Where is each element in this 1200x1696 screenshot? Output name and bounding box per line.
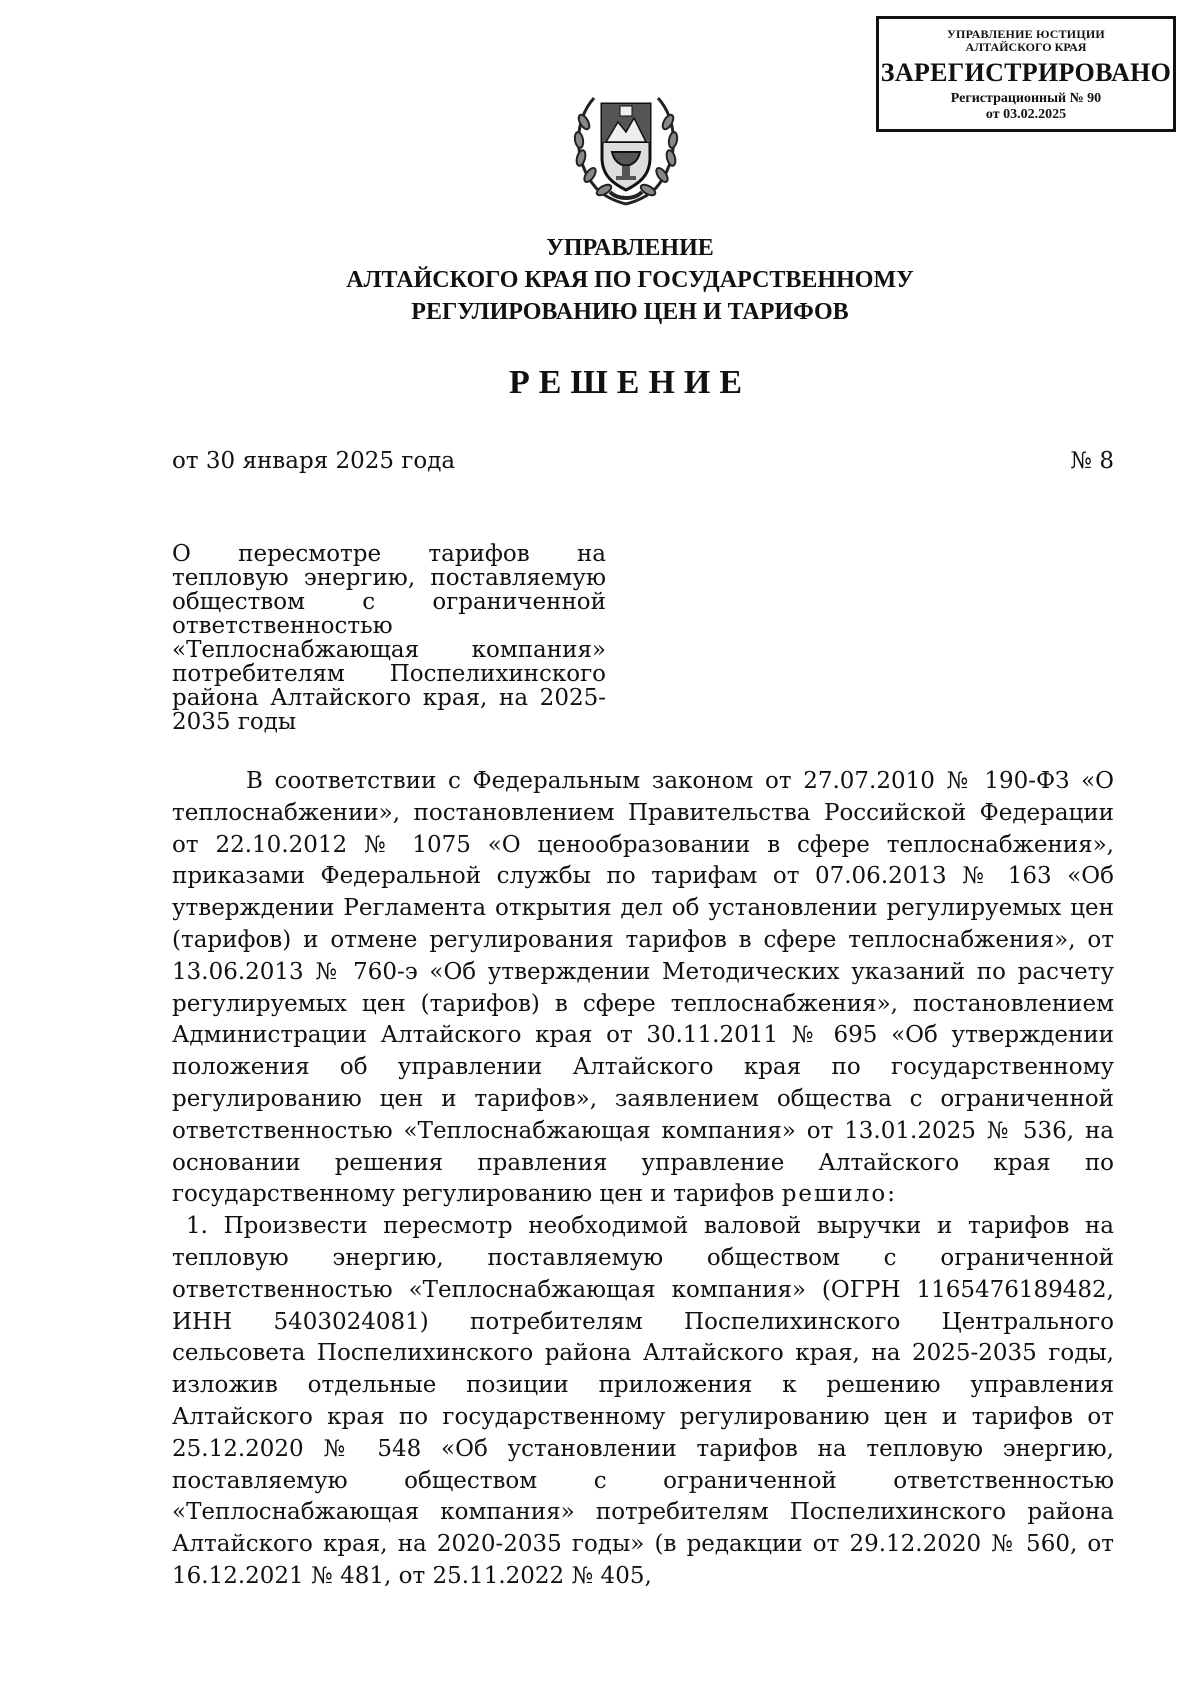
issuing-authority [200,232,1060,328]
document-number: № 8 [1070,448,1114,474]
stamp-reg-date: от 03.02.2025 [985,107,1067,122]
preamble-paragraph [172,766,1114,1211]
authority-line-2: АЛТАЙСКОГО КРАЯ ПО ГОСУДАРСТВЕННОМУ [346,267,914,293]
item-1-paragraph: 1. Произвести пересмотр необходимой валовой выручки и тарифов на тепловую энергию, поставляемую обществом с ограниченной ответственностью «Теплоснабжающая компания» (ОГРН 1165476189482, ИНН 5403024081) потребителям Поспелихинского Центрального сельсовета Поспелихинского района Алтайского края, на 2025-2035 годы, изложив отдельные позиции приложения к решению управления Алтайского края по государственному регулированию цен и тарифов от 25.12.2020 № 548 «Об установлении тарифов на тепловую энергию, поставляемую обществом с ограниченной ответственностью «Теплоснабжающая компания» потребителям Поспелихинского района Алтайского края, на 2020-2035 годы» (в редакции от 29.12.2020 № 560, от 16.12.2021 № 481, от 25.11.2022 № 405, [172,1213,1114,1589]
authority-line-1: УПРАВЛЕНИЕ [546,235,714,261]
stamp-reg-number: Регистрационный № 90 [950,91,1102,106]
document-subject: О пересмотре тарифов на тепловую энергию, поставляемую обществом с ограниченной ответственностью «Теплоснабжающая компания» потребителям Поспелихинского района Алтайского края, на 2025-2035 годы [172,541,606,735]
stamp-line-1: УПРАВЛЕНИЕ ЮСТИЦИИ [947,27,1105,41]
registration-stamp [876,16,1176,132]
decision-word: решило: [781,1181,897,1208]
document-body [172,766,1114,1593]
document-type: РЕШЕНИЕ [508,364,752,401]
stamp-line-2: АЛТАЙСКОГО КРАЯ [965,40,1087,54]
coat-of-arms-icon [566,80,686,208]
document-date: от 30 января 2025 года [172,448,456,474]
authority-line-3: РЕГУЛИРОВАНИЮ ЦЕН И ТАРИФОВ [411,299,849,325]
stamp-registered: ЗАРЕГИСТРИРОВАНО [880,58,1172,87]
preamble-text: В соответствии с Федеральным законом от 27.07.2010 № 190-ФЗ «О теплоснабжении», постановлением Правительства Российской Федерации от 22.10.2012 № 1075 «О ценообразовании в сфере теплоснабжения», приказами Федеральной службы по тарифам от 07.06.2013 № 163 «Об утверждении Регламента открытия дел об установлении регулируемых цен (тарифов) и отмене регулирования тарифов в сфере теплоснабжения», от 13.06.2013 № 760-э «Об утверждении Методических указаний по расчету регулируемых цен (тарифов) в сфере теплоснабжения», постановлением Администрации Алтайского края от 30.11.2011 № 695 «Об утверждении положения об управлении Алтайского края по государственному регулированию цен и тарифов», заявлением общества с ограниченной ответственностью «Теплоснабжающая компания» от 13.01.2025 № 536, на основании решения правления управление Алтайского края по государственному регулированию цен и тарифов [172,768,1114,1208]
